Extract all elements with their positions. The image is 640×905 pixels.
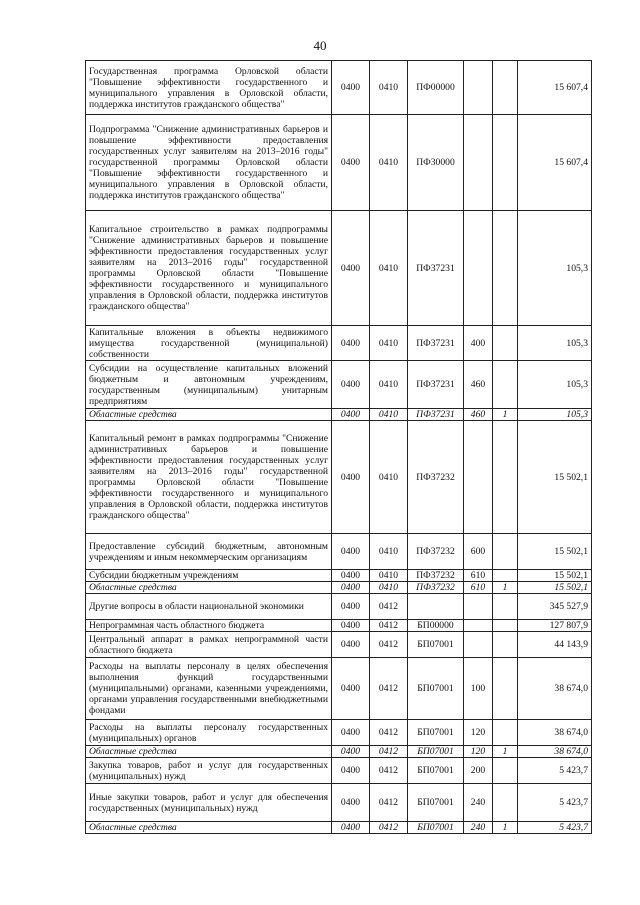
target-article-cell: БП07001 — [408, 658, 464, 720]
funding-source-cell — [493, 632, 518, 658]
section-code-cell: 0400 — [332, 632, 370, 658]
row-name-cell: Капитальный ремонт в рамках подпрограммы "Снижение административных барьеров и повышение эффективности предоставления государственных услуг заявителям на 2013–2016 годы" государственной программы Орловской области "Повышение эффективности государственного и муниципального управления в Орловской области, поддержка институтов гражданского общества" — [86, 421, 332, 534]
table-row — [86, 361, 592, 409]
budget-table-body — [86, 61, 592, 834]
section-code-cell: 0400 — [332, 534, 370, 570]
subsection-code-cell: 0410 — [370, 115, 408, 211]
funding-source-cell — [493, 658, 518, 720]
expense-type-cell — [464, 61, 493, 115]
funding-source-cell — [493, 534, 518, 570]
funding-source-cell — [493, 61, 518, 115]
table-row — [86, 421, 592, 534]
row-name-cell: Областные средства — [86, 822, 332, 834]
section-code-cell: 0400 — [332, 720, 370, 746]
subsection-code-cell: 0412 — [370, 784, 408, 822]
row-name-cell: Областные средства — [86, 746, 332, 758]
target-article-cell: ПФ37232 — [408, 570, 464, 582]
subsection-code-cell: 0410 — [370, 361, 408, 409]
target-article-cell: ПФ37231 — [408, 361, 464, 409]
table-row — [86, 784, 592, 822]
subsection-code-cell: 0410 — [370, 421, 408, 534]
subsection-code-cell: 0410 — [370, 326, 408, 361]
funding-source-cell — [493, 211, 518, 326]
target-article-cell: ПФ00000 — [408, 61, 464, 115]
table-row — [86, 632, 592, 658]
row-name-cell: Расходы на выплаты персоналу государственных (муниципальных) органов — [86, 720, 332, 746]
row-name-cell: Государственная программа Орловской области "Повышение эффективности государственного и муниципального управления в Орловской области, поддержка институтов гражданского общества" — [86, 61, 332, 115]
section-code-cell: 0400 — [332, 620, 370, 632]
section-code-cell: 0400 — [332, 421, 370, 534]
funding-source-cell — [493, 421, 518, 534]
row-name-cell: Субсидии бюджетным учреждениям — [86, 570, 332, 582]
section-code-cell: 0400 — [332, 361, 370, 409]
target-article-cell: ПФ37231 — [408, 409, 464, 421]
subsection-code-cell: 0410 — [370, 582, 408, 594]
target-article-cell: БП00000 — [408, 620, 464, 632]
amount-cell: 15 502,1 — [518, 534, 592, 570]
target-article-cell — [408, 594, 464, 620]
subsection-code-cell: 0412 — [370, 746, 408, 758]
row-name-cell: Другие вопросы в области национальной экономики — [86, 594, 332, 620]
amount-cell: 15 607,4 — [518, 115, 592, 211]
amount-cell: 127 807,9 — [518, 620, 592, 632]
subsection-code-cell: 0412 — [370, 658, 408, 720]
section-code-cell: 0400 — [332, 582, 370, 594]
target-article-cell: БП07001 — [408, 632, 464, 658]
target-article-cell: БП07001 — [408, 720, 464, 746]
amount-cell: 15 502,1 — [518, 582, 592, 594]
amount-cell: 5 423,7 — [518, 758, 592, 784]
section-code-cell: 0400 — [332, 658, 370, 720]
row-name-cell: Центральный аппарат в рамках непрограммной части областного бюджета — [86, 632, 332, 658]
table-row — [86, 620, 592, 632]
funding-source-cell: 1 — [493, 409, 518, 421]
amount-cell: 105,3 — [518, 326, 592, 361]
table-row — [86, 211, 592, 326]
amount-cell: 105,3 — [518, 211, 592, 326]
funding-source-cell — [493, 758, 518, 784]
row-name-cell: Субсидии на осуществление капитальных вложений бюджетным и автономным учреждениям, государственным (муниципальным) унитарным предприятиям — [86, 361, 332, 409]
funding-source-cell — [493, 326, 518, 361]
row-name-cell: Иные закупки товаров, работ и услуг для обеспечения государственных (муниципальных) нужд — [86, 784, 332, 822]
funding-source-cell — [493, 720, 518, 746]
budget-table — [85, 60, 592, 834]
subsection-code-cell: 0410 — [370, 409, 408, 421]
table-row — [86, 115, 592, 211]
amount-cell: 38 674,0 — [518, 746, 592, 758]
amount-cell: 5 423,7 — [518, 784, 592, 822]
table-row — [86, 746, 592, 758]
table-row — [86, 822, 592, 834]
target-article-cell: ПФ37232 — [408, 582, 464, 594]
expense-type-cell: 460 — [464, 409, 493, 421]
target-article-cell: ПФ37231 — [408, 211, 464, 326]
row-name-cell: Непрограммная часть областного бюджета — [86, 620, 332, 632]
expense-type-cell — [464, 421, 493, 534]
expense-type-cell: 120 — [464, 746, 493, 758]
section-code-cell: 0400 — [332, 61, 370, 115]
funding-source-cell — [493, 361, 518, 409]
subsection-code-cell: 0412 — [370, 822, 408, 834]
row-name-cell: Расходы на выплаты персоналу в целях обеспечения выполнения функций государственными (муниципальными) органами, казенными учреждениями, органами управления государственными внебюджетными фондами — [86, 658, 332, 720]
section-code-cell: 0400 — [332, 326, 370, 361]
target-article-cell: ПФ37232 — [408, 421, 464, 534]
funding-source-cell — [493, 594, 518, 620]
row-name-cell: Предоставление субсидий бюджетным, автономным учреждениям и иным некоммерческим организациям — [86, 534, 332, 570]
expense-type-cell: 600 — [464, 534, 493, 570]
expense-type-cell — [464, 115, 493, 211]
funding-source-cell: 1 — [493, 582, 518, 594]
section-code-cell: 0400 — [332, 784, 370, 822]
table-row — [86, 61, 592, 115]
funding-source-cell: 1 — [493, 746, 518, 758]
row-name-cell: Капитальные вложения в объекты недвижимого имущества государственной (муниципальной) собственности — [86, 326, 332, 361]
amount-cell: 105,3 — [518, 409, 592, 421]
subsection-code-cell: 0412 — [370, 720, 408, 746]
subsection-code-cell: 0410 — [370, 61, 408, 115]
expense-type-cell: 240 — [464, 784, 493, 822]
target-article-cell: ПФ37231 — [408, 326, 464, 361]
target-article-cell: БП07001 — [408, 758, 464, 784]
subsection-code-cell: 0412 — [370, 594, 408, 620]
row-name-cell: Подпрограмма "Снижение административных барьеров и повышение эффективности предоставления государственных услуг заявителям на 2013–2016 годы" государственной программы Орловской области "Повышение эффективности государственного и муниципального управления в Орловской области, поддержка институтов гражданского общества" — [86, 115, 332, 211]
expense-type-cell — [464, 632, 493, 658]
amount-cell: 44 143,9 — [518, 632, 592, 658]
target-article-cell: БП07001 — [408, 746, 464, 758]
amount-cell: 38 674,0 — [518, 658, 592, 720]
target-article-cell: ПФ30000 — [408, 115, 464, 211]
expense-type-cell: 200 — [464, 758, 493, 784]
amount-cell: 15 502,1 — [518, 421, 592, 534]
subsection-code-cell: 0412 — [370, 758, 408, 784]
section-code-cell: 0400 — [332, 746, 370, 758]
target-article-cell: БП07001 — [408, 784, 464, 822]
target-article-cell: БП07001 — [408, 822, 464, 834]
amount-cell: 5 423,7 — [518, 822, 592, 834]
section-code-cell: 0400 — [332, 594, 370, 620]
page-number: 40 — [313, 38, 327, 53]
expense-type-cell: 460 — [464, 361, 493, 409]
table-row — [86, 326, 592, 361]
table-row — [86, 582, 592, 594]
table-row — [86, 594, 592, 620]
section-code-cell: 0400 — [332, 409, 370, 421]
subsection-code-cell: 0412 — [370, 632, 408, 658]
expense-type-cell: 610 — [464, 582, 493, 594]
funding-source-cell — [493, 784, 518, 822]
table-row — [86, 758, 592, 784]
funding-source-cell — [493, 570, 518, 582]
expense-type-cell: 610 — [464, 570, 493, 582]
section-code-cell: 0400 — [332, 211, 370, 326]
expense-type-cell: 400 — [464, 326, 493, 361]
section-code-cell: 0400 — [332, 115, 370, 211]
table-row — [86, 720, 592, 746]
expense-type-cell — [464, 211, 493, 326]
table-row — [86, 409, 592, 421]
amount-cell: 38 674,0 — [518, 720, 592, 746]
expense-type-cell — [464, 620, 493, 632]
row-name-cell: Областные средства — [86, 582, 332, 594]
amount-cell: 15 607,4 — [518, 61, 592, 115]
row-name-cell: Закупка товаров, работ и услуг для государственных (муниципальных) нужд — [86, 758, 332, 784]
subsection-code-cell: 0410 — [370, 211, 408, 326]
table-row — [86, 570, 592, 582]
funding-source-cell — [493, 115, 518, 211]
section-code-cell: 0400 — [332, 758, 370, 784]
funding-source-cell — [493, 620, 518, 632]
row-name-cell: Областные средства — [86, 409, 332, 421]
table-row — [86, 658, 592, 720]
expense-type-cell — [464, 594, 493, 620]
amount-cell: 15 502,1 — [518, 570, 592, 582]
section-code-cell: 0400 — [332, 822, 370, 834]
target-article-cell: ПФ37232 — [408, 534, 464, 570]
amount-cell: 345 527,9 — [518, 594, 592, 620]
section-code-cell: 0400 — [332, 570, 370, 582]
expense-type-cell: 100 — [464, 658, 493, 720]
expense-type-cell: 240 — [464, 822, 493, 834]
expense-type-cell: 120 — [464, 720, 493, 746]
funding-source-cell: 1 — [493, 822, 518, 834]
subsection-code-cell: 0410 — [370, 534, 408, 570]
subsection-code-cell: 0412 — [370, 620, 408, 632]
row-name-cell: Капитальное строительство в рамках подпрограммы "Снижение административных барьеров и повышение эффективности предоставления государственных услуг заявителям на 2013–2016 годы" государственной программы Орловской области "Повышение эффективности государственного и муниципального управления в Орловской области, поддержка институтов гражданского общества" — [86, 211, 332, 326]
table-row — [86, 534, 592, 570]
subsection-code-cell: 0410 — [370, 570, 408, 582]
amount-cell: 105,3 — [518, 361, 592, 409]
